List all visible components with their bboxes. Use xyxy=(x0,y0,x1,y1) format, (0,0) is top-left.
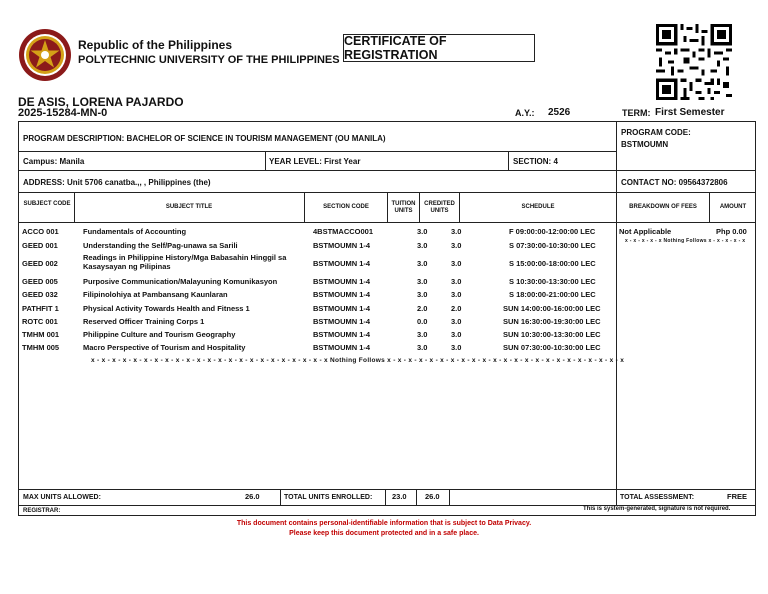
section: SECTION: 4 xyxy=(513,157,558,166)
row-credited-units: 3.0 xyxy=(451,227,462,236)
row-tuition-units: 2.0 xyxy=(417,304,428,313)
row-tuition-units: 3.0 xyxy=(417,330,428,339)
row-schedule: SUN 14:00:00-16:00:00 LEC xyxy=(503,304,601,313)
row-credited-units: 3.0 xyxy=(451,290,462,299)
row-credited-units: 3.0 xyxy=(451,330,462,339)
nothing-follows-marker: x - x - x - x - x - x - x - x - x - x - x - x - x - x - x - x - x - x - x - x - x - x - x Nothing Follows x - x - x - x - x - x - x - x - x - x - x - x - x - x - x - x - x - x - x - x - x - x - x xyxy=(91,357,625,364)
row-subject-title: Macro Perspective of Tourism and Hospitality xyxy=(83,343,246,352)
fees-nothing-follows: x - x - x - x - x Nothing Follows x - x - x - x - x xyxy=(625,238,746,244)
row-tuition-units: 3.0 xyxy=(417,343,428,352)
total-tuition-units: 23.0 xyxy=(392,492,407,501)
privacy-notice-line1: This document contains personal-identifiable information that is subject to Data Privacy. xyxy=(236,520,532,527)
qr-code-icon xyxy=(656,24,732,100)
header-amount: AMOUNT xyxy=(719,204,747,210)
row-subject-code: TMHM 005 xyxy=(22,343,60,352)
address: ADDRESS: Unit 5706 canatba.,, , Philippines (the) xyxy=(23,178,211,187)
row-subject-title: Readings in Philippine History/Mga Babasahin Hinggil sa Kasaysayan ng Pilipinas xyxy=(83,253,287,271)
row-tuition-units: 3.0 xyxy=(417,277,428,286)
row-credited-units: 3.0 xyxy=(451,277,462,286)
certificate-title: CERTIFICATE OF REGISTRATION xyxy=(343,34,535,62)
academic-year-value: 2526 xyxy=(548,107,571,118)
total-credited-units: 26.0 xyxy=(425,492,440,501)
row-section-code: 4BSTMACCO001 xyxy=(313,227,374,236)
row-subject-title: Philippine Culture and Tourism Geography xyxy=(83,330,236,339)
row-section-code: BSTMOUMN 1-4 xyxy=(313,343,371,352)
program-code-value: BSTMOUMN xyxy=(621,140,669,149)
year-level: YEAR LEVEL: First Year xyxy=(269,157,361,166)
row-subject-title: Understanding the Self/Pag-unawa sa Sarili xyxy=(83,241,238,250)
row-section-code: BSTMOUMN 1-4 xyxy=(313,259,371,268)
row-subject-code: GEED 032 xyxy=(22,290,58,299)
header-subject-title: SUBJECT TITLE xyxy=(165,204,213,210)
fee-amount: Php 0.00 xyxy=(716,227,747,236)
row-section-code: BSTMOUMN 1-4 xyxy=(313,330,371,339)
row-subject-title: Fundamentals of Accounting xyxy=(83,227,187,236)
header-breakdown-of-fees: BREAKDOWN OF FEES xyxy=(629,204,697,210)
row-section-code: BSTMOUMN 1-4 xyxy=(313,277,371,286)
program-description: PROGRAM DESCRIPTION: BACHELOR OF SCIENCE IN TOURISM MANAGEMENT (OU MANILA) xyxy=(23,134,386,143)
row-subject-title: Filipinolohiya at Pambansang Kaunlaran xyxy=(83,290,228,299)
fee-label: Not Applicable xyxy=(619,227,672,236)
row-section-code: BSTMOUMN 1-4 xyxy=(313,290,371,299)
header-subject-code: SUBJECT CODE xyxy=(23,201,71,207)
row-subject-code: GEED 002 xyxy=(22,259,58,268)
row-subject-code: GEED 001 xyxy=(22,241,58,250)
contact-number: CONTACT NO: 09564372806 xyxy=(621,178,728,187)
header-section-code: SECTION CODE xyxy=(323,204,369,210)
term-label: TERM: xyxy=(622,108,651,118)
row-subject-code: GEED 005 xyxy=(22,277,58,286)
header-schedule: SCHEDULE xyxy=(521,204,555,210)
max-units-value: 26.0 xyxy=(245,492,260,501)
privacy-notice-line2: Please keep this document protected and in a safe place. xyxy=(289,530,479,537)
row-subject-code: PATHFIT 1 xyxy=(22,304,59,313)
row-credited-units: 3.0 xyxy=(451,241,462,250)
header-tuition-units: TUITION UNITS xyxy=(391,201,416,214)
academic-year-label: A.Y.: xyxy=(515,108,535,118)
row-subject-code: ACCO 001 xyxy=(22,227,59,236)
row-credited-units: 3.0 xyxy=(451,317,462,326)
row-tuition-units: 3.0 xyxy=(417,259,428,268)
total-assessment-label: TOTAL ASSESSMENT: xyxy=(620,494,695,501)
student-name: DE ASIS, LORENA PAJARDO xyxy=(18,95,184,109)
row-subject-title: Purposive Communication/Malayuning Komunikasyon xyxy=(83,277,278,286)
row-schedule: SUN 16:30:00-19:30:00 LEC xyxy=(503,317,601,326)
max-units-label: MAX UNITS ALLOWED: xyxy=(23,494,101,501)
campus: Campus: Manila xyxy=(23,157,85,166)
row-section-code: BSTMOUMN 1-4 xyxy=(313,304,371,313)
university-heading: POLYTECHNIC UNIVERSITY OF THE PHILIPPINES xyxy=(78,54,340,66)
total-assessment-value: FREE xyxy=(727,492,748,501)
term-value: First Semester xyxy=(655,107,725,118)
pup-seal-icon xyxy=(18,28,72,82)
row-schedule: S 18:00:00-21:00:00 LEC xyxy=(509,290,596,299)
row-credited-units: 3.0 xyxy=(451,343,462,352)
registrar-label: REGISTRAR: xyxy=(23,508,61,514)
row-credited-units: 2.0 xyxy=(451,304,462,313)
row-schedule: SUN 07:30:00-10:30:00 LEC xyxy=(503,343,601,352)
row-tuition-units: 0.0 xyxy=(417,317,428,326)
row-subject-code: ROTC 001 xyxy=(22,317,58,326)
program-code-label: PROGRAM CODE: xyxy=(621,128,691,137)
row-schedule: S 15:00:00-18:00:00 LEC xyxy=(509,259,596,268)
row-credited-units: 3.0 xyxy=(451,259,462,268)
row-schedule: SUN 10:30:00-13:30:00 LEC xyxy=(503,330,601,339)
row-schedule: S 10:30:00-13:30:00 LEC xyxy=(509,277,596,286)
row-section-code: BSTMOUMN 1-4 xyxy=(313,241,371,250)
row-subject-title: Physical Activity Towards Health and Fitness 1 xyxy=(83,304,250,313)
student-id: 2025-15284-MN-0 xyxy=(18,107,108,119)
row-subject-title: Reserved Officer Training Corps 1 xyxy=(83,317,205,326)
row-section-code: BSTMOUMN 1-4 xyxy=(313,317,371,326)
row-tuition-units: 3.0 xyxy=(417,290,428,299)
row-schedule: S 07:30:00-10:30:00 LEC xyxy=(509,241,596,250)
row-schedule: F 09:00:00-12:00:00 LEC xyxy=(509,227,596,236)
row-tuition-units: 3.0 xyxy=(417,227,428,236)
total-units-label: TOTAL UNITS ENROLLED: xyxy=(284,494,373,501)
row-tuition-units: 3.0 xyxy=(417,241,428,250)
registration-form xyxy=(18,121,756,516)
header-credited-units: CREDITED UNITS xyxy=(424,201,455,214)
row-subject-code: TMHM 001 xyxy=(22,330,60,339)
republic-heading: Republic of the Philippines xyxy=(78,38,233,52)
system-generated-note: This is system-generated, signature is not required. xyxy=(583,506,731,512)
